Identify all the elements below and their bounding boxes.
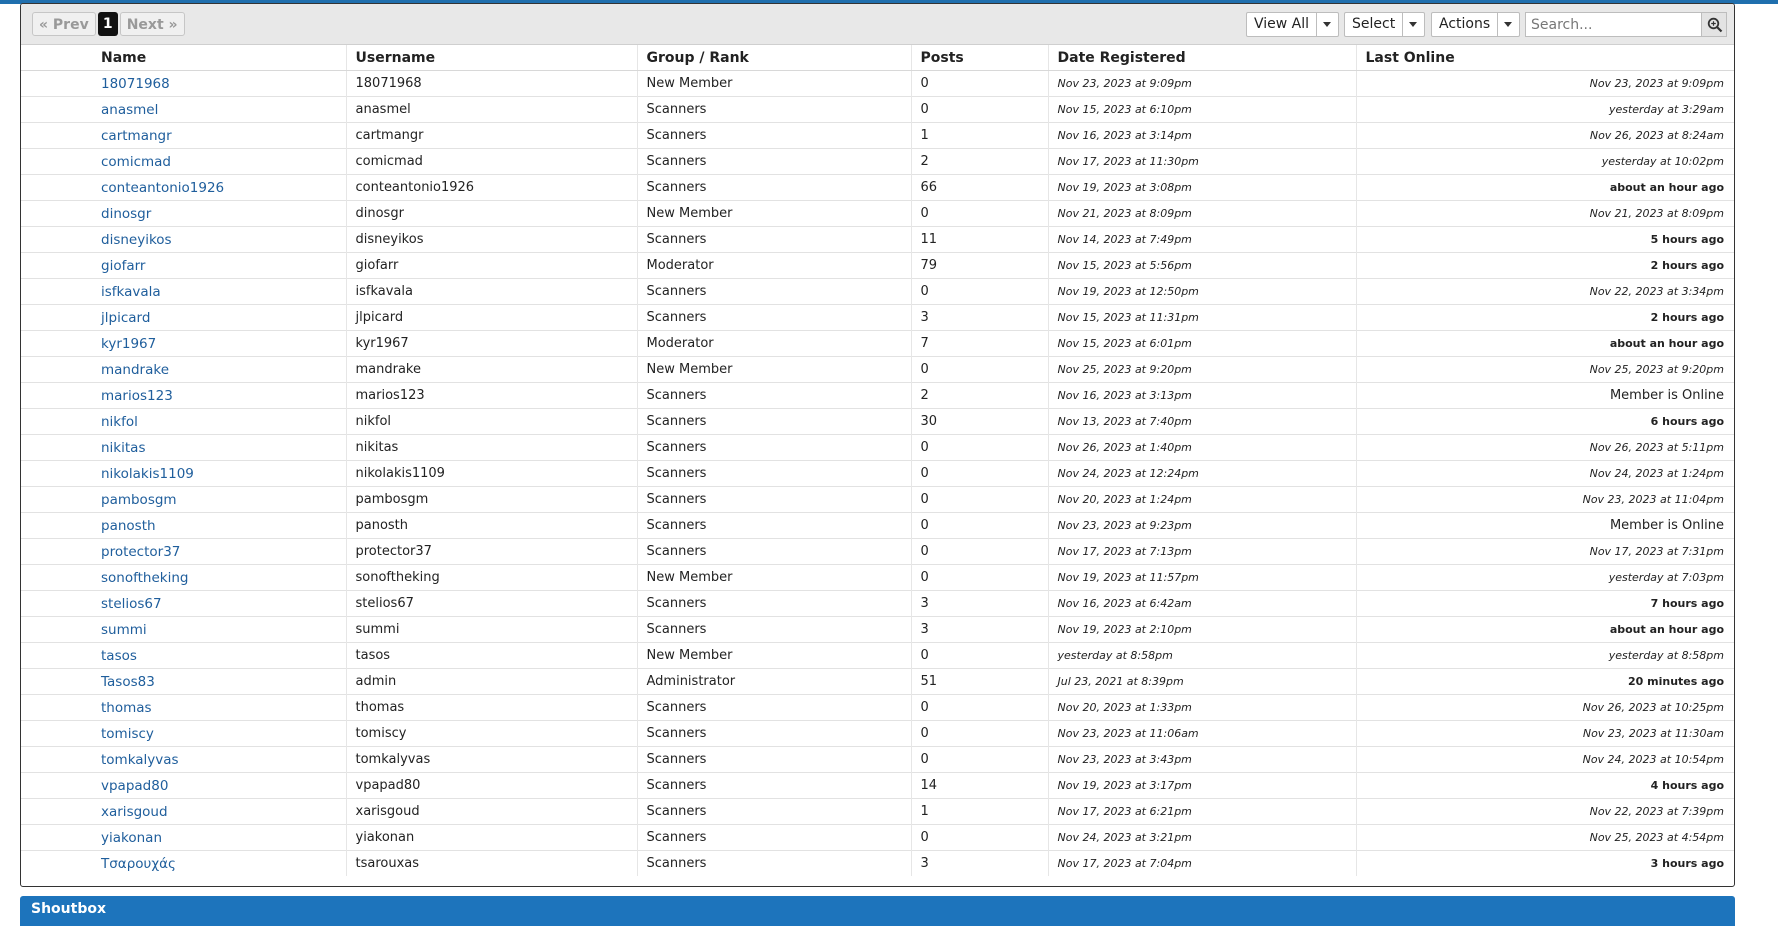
member-name-link[interactable]: summi	[21, 617, 346, 643]
member-date-registered: Nov 15, 2023 at 11:31pm	[1048, 305, 1356, 331]
member-last-online: 4 hours ago	[1356, 773, 1734, 799]
member-username: sonoftheking	[346, 565, 637, 591]
member-date-registered: Nov 19, 2023 at 3:17pm	[1048, 773, 1356, 799]
chevron-down-icon[interactable]	[1316, 13, 1338, 36]
prev-page-button[interactable]: « Prev	[32, 12, 96, 36]
member-date-registered: Nov 21, 2023 at 8:09pm	[1048, 201, 1356, 227]
search-button[interactable]	[1701, 12, 1727, 37]
member-date-registered: Nov 14, 2023 at 7:49pm	[1048, 227, 1356, 253]
member-username: isfkavala	[346, 279, 637, 305]
column-header-name[interactable]: Name	[21, 45, 346, 71]
member-group: Scanners	[637, 799, 911, 825]
member-date-registered: Nov 19, 2023 at 12:50pm	[1048, 279, 1356, 305]
column-header-group-rank[interactable]: Group / Rank	[637, 45, 911, 71]
member-name-link[interactable]: vpapad80	[21, 773, 346, 799]
member-group: Scanners	[637, 383, 911, 409]
member-group: Scanners	[637, 747, 911, 773]
member-last-online: Nov 25, 2023 at 9:20pm	[1356, 357, 1734, 383]
members-table	[21, 45, 1734, 876]
member-username: panosth	[346, 513, 637, 539]
member-date-registered: Nov 15, 2023 at 6:01pm	[1048, 331, 1356, 357]
table-row	[21, 383, 1734, 409]
member-posts: 1	[911, 123, 1048, 149]
member-date-registered: Nov 17, 2023 at 11:30pm	[1048, 149, 1356, 175]
member-date-registered: Nov 17, 2023 at 6:21pm	[1048, 799, 1356, 825]
member-last-online: about an hour ago	[1356, 617, 1734, 643]
member-group: Administrator	[637, 669, 911, 695]
member-username: yiakonan	[346, 825, 637, 851]
member-last-online: 7 hours ago	[1356, 591, 1734, 617]
table-row	[21, 669, 1734, 695]
member-name-link[interactable]: comicmad	[21, 149, 346, 175]
member-username: cartmangr	[346, 123, 637, 149]
member-username: thomas	[346, 695, 637, 721]
member-last-online: yesterday at 3:29am	[1356, 97, 1734, 123]
member-last-online: about an hour ago	[1356, 331, 1734, 357]
member-last-online: Nov 23, 2023 at 9:09pm	[1356, 71, 1734, 97]
member-date-registered: Nov 26, 2023 at 1:40pm	[1048, 435, 1356, 461]
member-group: Scanners	[637, 279, 911, 305]
member-posts: 0	[911, 357, 1048, 383]
member-posts: 79	[911, 253, 1048, 279]
member-date-registered: Nov 19, 2023 at 11:57pm	[1048, 565, 1356, 591]
member-posts: 0	[911, 565, 1048, 591]
member-group: Scanners	[637, 851, 911, 877]
select-label[interactable]: Select	[1352, 16, 1396, 32]
member-last-online: yesterday at 10:02pm	[1356, 149, 1734, 175]
actions-label[interactable]: Actions	[1439, 16, 1491, 32]
member-last-online: Nov 22, 2023 at 3:34pm	[1356, 279, 1734, 305]
member-username: xarisgoud	[346, 799, 637, 825]
member-username: anasmel	[346, 97, 637, 123]
member-name-link[interactable]: tomkalyvas	[21, 747, 346, 773]
member-posts: 0	[911, 279, 1048, 305]
member-name-link[interactable]: jlpicard	[21, 305, 346, 331]
table-row	[21, 721, 1734, 747]
table-row	[21, 123, 1734, 149]
member-posts: 3	[911, 617, 1048, 643]
member-group: Scanners	[637, 825, 911, 851]
column-header-date-registered[interactable]: Date Registered	[1048, 45, 1356, 71]
table-row	[21, 487, 1734, 513]
member-username: 18071968	[346, 71, 637, 97]
member-last-online: 6 hours ago	[1356, 409, 1734, 435]
member-posts: 11	[911, 227, 1048, 253]
table-row	[21, 799, 1734, 825]
table-row	[21, 747, 1734, 773]
table-row	[21, 851, 1734, 877]
member-last-online: 2 hours ago	[1356, 253, 1734, 279]
member-last-online: Nov 26, 2023 at 10:25pm	[1356, 695, 1734, 721]
member-last-online: Member is Online	[1356, 513, 1734, 539]
member-date-registered: Nov 15, 2023 at 6:10pm	[1048, 97, 1356, 123]
member-group: New Member	[637, 357, 911, 383]
member-username: tomiscy	[346, 721, 637, 747]
member-posts: 1	[911, 799, 1048, 825]
toolbar	[21, 4, 1734, 45]
member-group: Scanners	[637, 591, 911, 617]
member-date-registered: Nov 25, 2023 at 9:20pm	[1048, 357, 1356, 383]
member-name-link[interactable]: tomiscy	[21, 721, 346, 747]
member-last-online: Nov 21, 2023 at 8:09pm	[1356, 201, 1734, 227]
member-name-link[interactable]: nikolakis1109	[21, 461, 346, 487]
member-date-registered: Nov 17, 2023 at 7:04pm	[1048, 851, 1356, 877]
table-row	[21, 149, 1734, 175]
member-group: Moderator	[637, 253, 911, 279]
member-group: Scanners	[637, 461, 911, 487]
column-header-last-online[interactable]: Last Online	[1356, 45, 1734, 71]
member-date-registered: Nov 23, 2023 at 9:23pm	[1048, 513, 1356, 539]
member-name-link[interactable]: Τσαρουχάς	[21, 851, 346, 877]
member-date-registered: Nov 13, 2023 at 7:40pm	[1048, 409, 1356, 435]
member-name-link[interactable]: cartmangr	[21, 123, 346, 149]
member-username: stelios67	[346, 591, 637, 617]
table-row	[21, 773, 1734, 799]
member-posts: 0	[911, 513, 1048, 539]
members-panel	[20, 3, 1735, 887]
view-all-label[interactable]: View All	[1254, 16, 1310, 32]
column-header-posts[interactable]: Posts	[911, 45, 1048, 71]
member-username: tomkalyvas	[346, 747, 637, 773]
table-row	[21, 695, 1734, 721]
member-name-link[interactable]: kyr1967	[21, 331, 346, 357]
member-date-registered: Nov 23, 2023 at 11:06am	[1048, 721, 1356, 747]
member-username: dinosgr	[346, 201, 637, 227]
table-row	[21, 513, 1734, 539]
member-username: vpapad80	[346, 773, 637, 799]
shoutbox-header	[20, 896, 1735, 926]
column-header-username[interactable]: Username	[346, 45, 637, 71]
member-date-registered: Nov 17, 2023 at 7:13pm	[1048, 539, 1356, 565]
member-posts: 2	[911, 149, 1048, 175]
member-name-link[interactable]: panosth	[21, 513, 346, 539]
member-last-online: Nov 24, 2023 at 1:24pm	[1356, 461, 1734, 487]
chevron-down-icon[interactable]	[1402, 13, 1424, 36]
member-name-link[interactable]: marios123	[21, 383, 346, 409]
member-posts: 3	[911, 305, 1048, 331]
table-row	[21, 331, 1734, 357]
member-date-registered: Nov 19, 2023 at 3:08pm	[1048, 175, 1356, 201]
table-row	[21, 617, 1734, 643]
member-username: marios123	[346, 383, 637, 409]
member-name-link[interactable]: tasos	[21, 643, 346, 669]
member-last-online: Nov 22, 2023 at 7:39pm	[1356, 799, 1734, 825]
member-posts: 2	[911, 383, 1048, 409]
member-last-online: Nov 25, 2023 at 4:54pm	[1356, 825, 1734, 851]
member-name-link[interactable]: 18071968	[21, 71, 346, 97]
member-name-link[interactable]: nikitas	[21, 435, 346, 461]
member-group: Scanners	[637, 721, 911, 747]
table-row	[21, 539, 1734, 565]
member-date-registered: Nov 15, 2023 at 5:56pm	[1048, 253, 1356, 279]
member-last-online: yesterday at 7:03pm	[1356, 565, 1734, 591]
member-group: Scanners	[637, 409, 911, 435]
member-posts: 3	[911, 591, 1048, 617]
member-posts: 0	[911, 71, 1048, 97]
member-group: Scanners	[637, 513, 911, 539]
member-name-link[interactable]: pambosgm	[21, 487, 346, 513]
member-date-registered: Nov 23, 2023 at 3:43pm	[1048, 747, 1356, 773]
member-group: New Member	[637, 201, 911, 227]
member-name-link[interactable]: disneyikos	[21, 227, 346, 253]
member-date-registered: Nov 16, 2023 at 3:13pm	[1048, 383, 1356, 409]
member-name-link[interactable]: nikfol	[21, 409, 346, 435]
member-posts: 0	[911, 487, 1048, 513]
current-page-number[interactable]: 1	[98, 12, 118, 36]
table-row	[21, 591, 1734, 617]
member-username: tasos	[346, 643, 637, 669]
member-name-link[interactable]: Tasos83	[21, 669, 346, 695]
member-last-online: Nov 24, 2023 at 10:54pm	[1356, 747, 1734, 773]
table-header-row	[21, 45, 1734, 71]
table-row	[21, 357, 1734, 383]
member-group: Scanners	[637, 773, 911, 799]
member-last-online: 3 hours ago	[1356, 851, 1734, 877]
member-group: Scanners	[637, 227, 911, 253]
member-username: conteantonio1926	[346, 175, 637, 201]
member-group: Scanners	[637, 695, 911, 721]
table-row	[21, 71, 1734, 97]
member-group: Scanners	[637, 97, 911, 123]
member-last-online: Member is Online	[1356, 383, 1734, 409]
member-group: Moderator	[637, 331, 911, 357]
member-date-registered: Jul 23, 2021 at 8:39pm	[1048, 669, 1356, 695]
chevron-down-icon[interactable]	[1497, 13, 1519, 36]
member-username: jlpicard	[346, 305, 637, 331]
member-posts: 0	[911, 97, 1048, 123]
member-name-link[interactable]: conteantonio1926	[21, 175, 346, 201]
member-posts: 0	[911, 539, 1048, 565]
member-last-online: yesterday at 8:58pm	[1356, 643, 1734, 669]
member-posts: 30	[911, 409, 1048, 435]
member-username: disneyikos	[346, 227, 637, 253]
table-row	[21, 565, 1734, 591]
member-name-link[interactable]: sonoftheking	[21, 565, 346, 591]
member-username: pambosgm	[346, 487, 637, 513]
table-row	[21, 279, 1734, 305]
member-posts: 66	[911, 175, 1048, 201]
member-name-link[interactable]: protector37	[21, 539, 346, 565]
table-row	[21, 97, 1734, 123]
table-row	[21, 825, 1734, 851]
search-input[interactable]	[1525, 12, 1702, 37]
member-group: New Member	[637, 71, 911, 97]
search-icon	[1707, 17, 1723, 33]
table-row	[21, 435, 1734, 461]
member-group: Scanners	[637, 617, 911, 643]
member-posts: 14	[911, 773, 1048, 799]
members-table-body	[21, 71, 1734, 877]
member-username: giofarr	[346, 253, 637, 279]
table-row	[21, 409, 1734, 435]
member-name-link[interactable]: yiakonan	[21, 825, 346, 851]
member-username: tsarouxas	[346, 851, 637, 877]
member-last-online: Nov 26, 2023 at 8:24am	[1356, 123, 1734, 149]
member-posts: 0	[911, 461, 1048, 487]
member-posts: 0	[911, 721, 1048, 747]
table-row	[21, 461, 1734, 487]
member-date-registered: Nov 20, 2023 at 1:24pm	[1048, 487, 1356, 513]
member-date-registered: Nov 24, 2023 at 3:21pm	[1048, 825, 1356, 851]
table-row	[21, 175, 1734, 201]
member-last-online: 2 hours ago	[1356, 305, 1734, 331]
member-name-link[interactable]: isfkavala	[21, 279, 346, 305]
table-row	[21, 227, 1734, 253]
member-username: nikitas	[346, 435, 637, 461]
member-posts: 0	[911, 435, 1048, 461]
member-date-registered: Nov 20, 2023 at 1:33pm	[1048, 695, 1356, 721]
member-name-link[interactable]: stelios67	[21, 591, 346, 617]
member-name-link[interactable]: anasmel	[21, 97, 346, 123]
select-dropdown[interactable]	[1344, 12, 1425, 37]
pagination	[32, 12, 185, 36]
next-page-button[interactable]: Next »	[120, 12, 185, 36]
member-group: Scanners	[637, 123, 911, 149]
member-username: mandrake	[346, 357, 637, 383]
member-group: New Member	[637, 643, 911, 669]
member-date-registered: Nov 16, 2023 at 6:42am	[1048, 591, 1356, 617]
member-posts: 0	[911, 695, 1048, 721]
member-username: summi	[346, 617, 637, 643]
actions-dropdown[interactable]	[1431, 12, 1520, 37]
member-date-registered: yesterday at 8:58pm	[1048, 643, 1356, 669]
member-date-registered: Nov 19, 2023 at 2:10pm	[1048, 617, 1356, 643]
member-last-online: about an hour ago	[1356, 175, 1734, 201]
table-row	[21, 643, 1734, 669]
member-posts: 3	[911, 851, 1048, 877]
member-last-online: 5 hours ago	[1356, 227, 1734, 253]
member-date-registered: Nov 23, 2023 at 9:09pm	[1048, 71, 1356, 97]
member-group: Scanners	[637, 175, 911, 201]
member-last-online: Nov 26, 2023 at 5:11pm	[1356, 435, 1734, 461]
member-group: Scanners	[637, 487, 911, 513]
member-posts: 0	[911, 643, 1048, 669]
member-posts: 0	[911, 747, 1048, 773]
member-group: Scanners	[637, 539, 911, 565]
member-group: Scanners	[637, 435, 911, 461]
shoutbox-title: Shoutbox	[31, 901, 106, 917]
member-username: kyr1967	[346, 331, 637, 357]
member-username: protector37	[346, 539, 637, 565]
member-name-link[interactable]: giofarr	[21, 253, 346, 279]
member-username: nikfol	[346, 409, 637, 435]
view-all-dropdown[interactable]	[1246, 12, 1339, 37]
table-row	[21, 201, 1734, 227]
member-last-online: 20 minutes ago	[1356, 669, 1734, 695]
member-date-registered: Nov 24, 2023 at 12:24pm	[1048, 461, 1356, 487]
member-last-online: Nov 23, 2023 at 11:30am	[1356, 721, 1734, 747]
table-row	[21, 305, 1734, 331]
member-posts: 0	[911, 201, 1048, 227]
member-posts: 51	[911, 669, 1048, 695]
member-group: Scanners	[637, 305, 911, 331]
member-name-link[interactable]: mandrake	[21, 357, 346, 383]
member-username: admin	[346, 669, 637, 695]
member-last-online: Nov 17, 2023 at 7:31pm	[1356, 539, 1734, 565]
member-posts: 0	[911, 825, 1048, 851]
member-last-online: Nov 23, 2023 at 11:04pm	[1356, 487, 1734, 513]
member-name-link[interactable]: xarisgoud	[21, 799, 346, 825]
member-date-registered: Nov 16, 2023 at 3:14pm	[1048, 123, 1356, 149]
member-group: Scanners	[637, 149, 911, 175]
member-name-link[interactable]: dinosgr	[21, 201, 346, 227]
table-row	[21, 253, 1734, 279]
member-group: New Member	[637, 565, 911, 591]
member-username: nikolakis1109	[346, 461, 637, 487]
member-username: comicmad	[346, 149, 637, 175]
member-name-link[interactable]: thomas	[21, 695, 346, 721]
member-posts: 7	[911, 331, 1048, 357]
